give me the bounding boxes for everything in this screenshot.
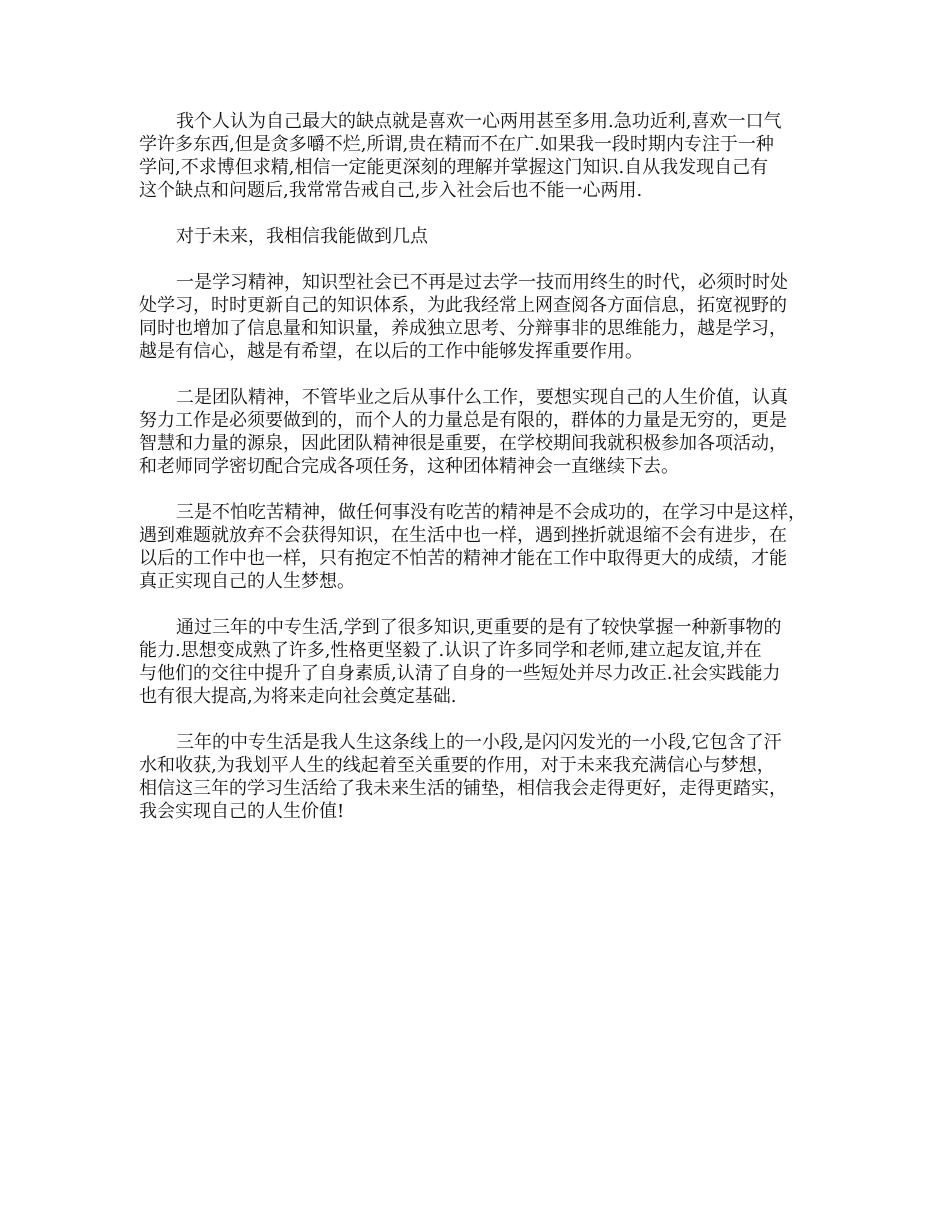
paragraph-future-intro: 对于未来，我相信我能做到几点 <box>176 226 428 247</box>
paragraph-hardship-spirit: 三是不怕吃苦精神，做任何事没有吃苦的精神是不会成功的，在学习中是这样， 遇到难题就放弃不会获得知识，在生活中也一样，遇到挫折就退缩不会有进步，在 以后的工作中也一样，只有抱定不怕苦的精神才能在工作中取得更大的成绩，才能 真正实现自己的人生梦想。 <box>139 502 806 592</box>
paragraph-shortcoming: 我个人认为自己最大的缺点就是喜欢一心两用甚至多用.急功近利,喜欢一口气 学许多东西,但是贪多嚼不烂,所谓,贵在精而不在广.如果我一段时期内专注于一种 学问,不求博但求精,相信一定能更深刻的理解并掌握这门知识.自从我发现自己有 这个缺点和问题后,我常常告戒自己,步入社会后也不能一心两用. <box>139 111 782 201</box>
paragraph-three-years-gains: 通过三年的中专生活,学到了很多知识,更重要的是有了较快掌握一种新事物的 能力.思想变成熟了许多,性格更坚毅了.认识了许多同学和老师,建立起友谊,并在 与他们的交往中提升了自身素质,认清了自身的一些短处并尽力改正.社会实践能力 也有很大提高,为将来走向社会奠定基础. <box>139 617 782 707</box>
paragraph-learning-spirit: 一是学习精神，知识型社会已不再是过去学一技而用终生的时代，必须时时处 处学习，时时更新自己的知识体系，为此我经常上网查阅各方面信息，拓宽视野的 同时也增加了信息量和知识量，养成独立思考、分辩事非的思维能力，越是学习， 越是有信心，越是有希望，在以后的工作中能够发挥重要作用。 <box>139 272 788 362</box>
paragraph-team-spirit: 二是团队精神，不管毕业之后从事什么工作，要想实现自己的人生价值，认真 努力工作是必须要做到的，而个人的力量总是有限的，群体的力量是无穷的，更是 智慧和力量的源泉，因此团队精神很是重要，在学校期间我就积极参加各项活动， 和老师同学密切配合完成各项任务，这种团体精神会一直继续下去。 <box>139 387 788 477</box>
document-body <box>139 110 819 846</box>
paragraph-conclusion: 三年的中专生活是我人生这条线上的一小段,是闪闪发光的一小段,它包含了汗 水和收获,为我划平人生的线起着至关重要的作用，对于未来我充满信心与梦想， 相信这三年的学习生活给了我未来生活的铺垫，相信我会走得更好，走得更踏实， 我会实现自己的人生价值! <box>139 732 787 822</box>
